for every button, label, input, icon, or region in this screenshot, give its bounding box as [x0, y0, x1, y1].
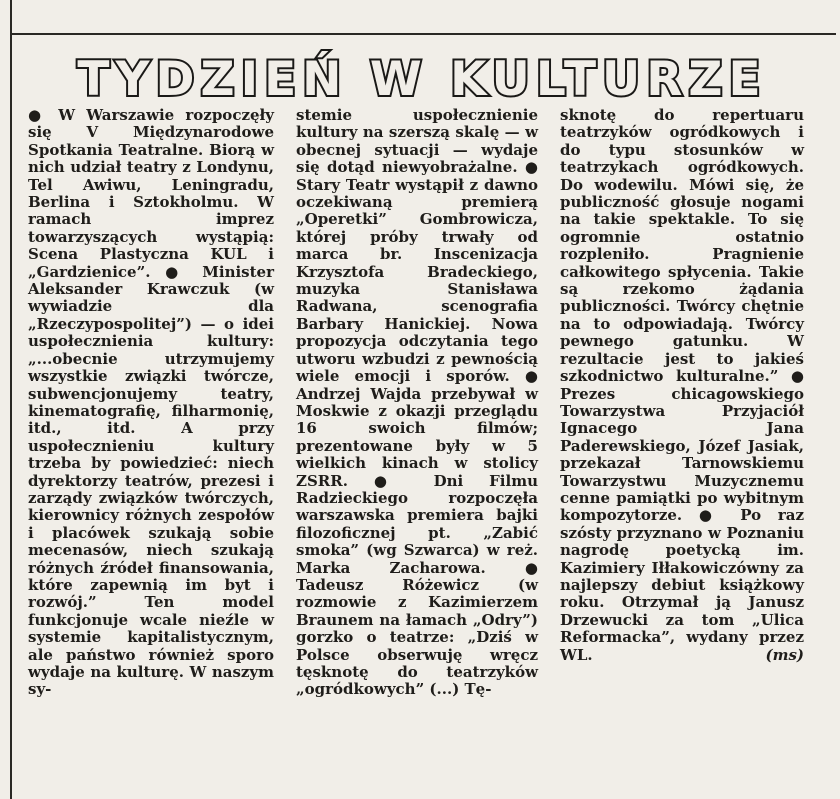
article-column-2 — [296, 107, 538, 699]
article-column-1 — [28, 107, 274, 699]
left-border-rule — [10, 0, 12, 799]
column-3-text — [560, 107, 804, 664]
author-signature: (ms) — [765, 645, 804, 664]
top-border-rule — [10, 33, 836, 35]
column-1-text: ● W Warszawie rozpoczęły się V Międzynarodowe Spotkania Teatralne. Biorą w nich udział teatry z Londynu, Tel Awiwu, Leningradu, Berlina i Sztokholmu. W ramach imprez towarzyszących wystąpią: Scena Plastyczna KUL i „Gardzienice”. ● Minister Aleksander Krawczuk (w wywiadzie dla „Rzeczypospolitej”) — o idei uspołecznienia kultury: „...obecnie utrzymujemy wszystkie związki twórcze, subwencjonujemy teatry, kinematografię, filharmonię, itd., itd. A przy uspołecznieniu kultury trzeba by powiedzieć: niech dyrektorzy teatrów, prezesi i zarządy związków twórczych, kierownicy różnych zespołów i placówek szukają sobie mecenasów, niech szukają różnych źródeł finansowania, które zapewnią im byt i rozwój.” Ten model funkcjonuje wcale nieźle w systemie kapitalistycznym, ale państwo również sporo wydaje na kulturę. W naszym sy- — [28, 106, 274, 699]
column-2-text: stemie uspołecznienie kultury na szerszą skalę — w obecnej sytuacji — wydaje się dotąd niewyobrażalne. ● Stary Teatr wystąpił z dawno oczekiwaną premierą „Operetki” Gombrowicza, której próby trwały od marca br. Inscenizacja Krzysztofa Bradeckiego, muzyka Stanisława Radwana, scenografia Barbary Hanickiej. Nowa propozycja odczytania tego utworu wzbudzi z pewnością wiele emocji i sporów. ● Andrzej Wajda przebywał w Moskwie z okazji przeglądu 16 swoich filmów; prezentowane były w 5 wielkich kinach w stolicy ZSRR. ● Dni Filmu Radzieckiego rozpoczęła warszawska premiera bajki filozoficznej pt. „Zabić smoka” (wg Szwarca) w reż. Marka Zacharowa. ● Tadeusz Różewicz (w rozmowie z Kazimierzem Braunem na łamach „Odry”) gorzko o teatrze: „Dziś w Polsce obserwuję wręcz tęsknotę do teatrzyków „ogródkowych” (...) Tę- — [296, 106, 538, 699]
article-column-3 — [560, 107, 804, 664]
column-3-body: sknotę do repertuaru teatrzyków ogródkowych i do typu stosunków w teatrzykach ogródkowych. Do wodewilu. Mówi się, że publiczność głosuje nogami na takie spektakle. To się ogromnie ostatnio rozpleniło. Pragnienie całkowitego spłycenia. Takie są rzekomo żądania publiczności. Twórcy chętnie na to odpowiadają. Twórcy pewnego gatunku. W rezultacie jest to jakieś szkodnictwo kulturalne.” ● Prezes chicagowskiego Towarzystwa Przyjaciół Ignacego Jana Paderewskiego, Józef Jasiak, przekazał Tarnowskiemu Towarzystwu Muzycznemu cenne pamiątki po wybitnym kompozytorze. ● Po raz szósty przyznano w Poznaniu nagrodę poetycką im. Kazimiery Iłłakowiczówny za najlepszy debiut książkowy roku. Otrzymał ją Janusz Drzewucki za tom „Ulica Reformacka”, wydany przez WL. — [560, 106, 804, 664]
article-columns — [28, 107, 803, 772]
headline: TYDZIEŃ W KULTURZE — [77, 51, 767, 107]
headline-container — [40, 50, 804, 108]
